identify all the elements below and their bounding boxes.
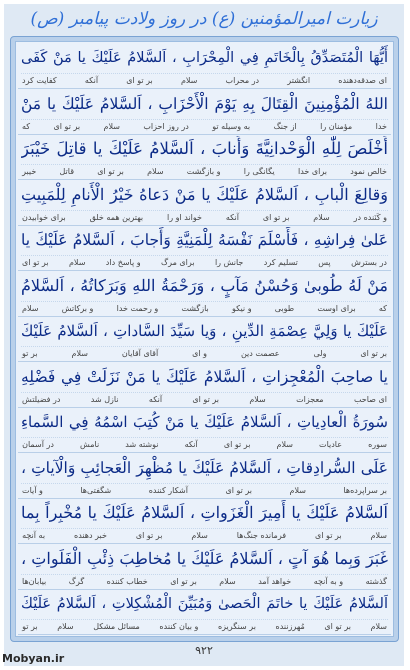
verse-container [15, 41, 394, 637]
translation-word: گرگ [68, 576, 85, 586]
translation-word: بر تو ای [225, 485, 253, 495]
verse-row [18, 499, 391, 544]
translation-word: و به آنچه [313, 576, 344, 586]
translation-word: سلام [289, 485, 306, 495]
translation-word: بر سنگریزه [217, 622, 256, 631]
translation-word: آشکار کننده [148, 485, 188, 495]
translation-word: بر تو [22, 622, 38, 631]
translation-word: مُهرزننده [275, 622, 305, 631]
arabic-verse-text: عَلَيْكَ يا وَلِيَّ عِصْمَةِ الدِّينِ ، وَيا سَيِّدَ السَّاداتِ ، اَلسَّلامُ عَلَيْكَ [21, 322, 388, 340]
arabic-verse-text: اَلسَّلامُ عَلَيْكَ يا خاتَمَ الْحَصىٰ وَمُبَيِّنَ الْمُشْكِلاتِ ، اَلسَّلامُ عَلَيْكَ [21, 596, 388, 612]
translation-word: خواند او را [167, 212, 202, 222]
translation-word: خالص نمود [350, 167, 387, 176]
text-frame [10, 36, 399, 642]
translation-word: برای اوست [317, 303, 356, 313]
translation-word: تسلیم کرد [263, 258, 298, 267]
translation-word: بر تو ای [135, 531, 163, 540]
translation-word: سلام [71, 349, 88, 358]
translation-word: برای مرگ [161, 258, 195, 267]
verse-row [18, 590, 391, 635]
translation-word: در بسترش [351, 258, 387, 267]
translation-word: خطاب کننده [106, 576, 148, 586]
translation-word: و پاسخ داد [105, 258, 141, 267]
translation-word: نامش [80, 440, 100, 449]
translation-word: و برکاتش [61, 303, 94, 313]
verse-row [18, 408, 391, 453]
translation-word: به آنچه [22, 531, 46, 540]
translation-word: سلام [219, 576, 236, 586]
translation-word: سلام [249, 394, 266, 404]
translation-word: بر تو ای [170, 576, 197, 586]
translation-word: سلام [103, 121, 120, 131]
translation-word: فرمانده جنگ‌ها [236, 531, 287, 540]
arabic-verse-text: غَبَرَ وَبِما هُوَ آتٍ ، اَلسَّلامُ عَلَيْكَ يا مُخاطِبَ ذِئْبِ الْفَلَواتِ ، [21, 548, 388, 568]
translation-word: خدا [375, 121, 387, 131]
verse-row [18, 272, 391, 317]
persian-translation [21, 164, 388, 178]
translation-word: انگشتر [287, 76, 311, 85]
translation-word: بازگشت [181, 303, 209, 313]
translation-word: بهترین همه خلق [89, 212, 144, 222]
translation-word: خیبر [22, 167, 37, 176]
translation-word: سلام [22, 303, 39, 313]
translation-word: بر تو ای [53, 121, 81, 131]
arabic-verse-text: وَقالِعَ الْبابِ ، اَلسَّلامُ عَلَيْكَ يا مَنْ دَعاهُ خَيْرُ الْأَنامِ لِلْمَبِيتِ [21, 184, 388, 204]
translation-word: طوبی [274, 303, 295, 313]
translation-word: نازل شد [90, 394, 119, 404]
verse-row [18, 363, 391, 408]
translation-word: در محراب [225, 76, 260, 85]
persian-translation [21, 528, 388, 542]
translation-word: مؤمنان را [320, 121, 353, 131]
translation-word: ای صدقه‌دهنده [338, 76, 387, 85]
persian-translation [21, 392, 388, 406]
page [4, 4, 404, 666]
translation-word: در آسمان [22, 440, 54, 449]
translation-word: سلام [180, 76, 198, 85]
translation-word: سلام [276, 440, 293, 449]
translation-word: و بازگشت [186, 167, 221, 176]
translation-word: به وسیله تو [212, 121, 251, 131]
translation-word: بر سراپرده‌ها [343, 485, 387, 495]
arabic-verse-text: عَلىٰ فِراشِهِ ، فَأَسْلَمَ نَفْسَهُ لِلْمَنِيَّةِ وَأَجابَ ، اَلسَّلامُ عَلَيْكَ يا [21, 231, 388, 249]
translation-word: آنکه [225, 212, 239, 222]
translation-word: و کَنَنده در [353, 212, 387, 222]
translation-word: سوره [368, 440, 387, 449]
translation-word: سلام [57, 622, 74, 631]
translation-word: و رحمت خدا [116, 303, 159, 313]
translation-word: از جنگ [273, 121, 297, 131]
translation-word: پس [318, 258, 331, 267]
translation-word: جانش را [214, 258, 244, 267]
translation-word: سلام [191, 531, 208, 540]
translation-word: خبر دهنده [74, 531, 107, 540]
translation-word: آنکه [148, 394, 163, 404]
page-number: ۹۲۲ [195, 644, 213, 657]
site-watermark: Mobyan.ir [2, 652, 65, 665]
translation-word: و نیکو [231, 303, 252, 313]
arabic-verse-text: سُورَةُ الْعادِياتِ ، اَلسَّلامُ عَلَيْكَ يا مَنْ كُتِبَ اسْمُهُ فِي السَّماءِ [21, 413, 388, 431]
translation-word: یگانگی را [243, 167, 275, 176]
translation-word: سلام [313, 212, 330, 222]
verse-row [18, 181, 391, 226]
persian-translation [21, 437, 388, 451]
translation-word: بر تو ای [223, 440, 251, 449]
translation-word: شگفتی‌ها [80, 485, 112, 495]
persian-translation [21, 346, 388, 360]
translation-word: بر تو ای [126, 76, 153, 85]
verse-row [18, 226, 391, 271]
translation-word: معجزات [296, 394, 324, 404]
translation-word: ولی [313, 349, 327, 358]
translation-word: سلام [68, 258, 86, 267]
translation-word: بر تو ای [97, 167, 124, 176]
translation-word: بر تو ای [360, 349, 387, 358]
translation-word: و بیان کننده [159, 622, 199, 631]
persian-translation [21, 301, 388, 315]
translation-word: عصمت دین [240, 349, 280, 358]
translation-word: برای خوابیدن [22, 212, 66, 222]
translation-word: قاتل [59, 167, 75, 176]
translation-word: بر تو [22, 349, 38, 358]
translation-word: آنکه [184, 440, 198, 449]
translation-word: که [22, 121, 31, 131]
persian-translation [21, 483, 388, 497]
translation-word: گذشته [365, 576, 387, 586]
translation-word: در روز احزاب [143, 121, 189, 131]
translation-word: بر تو ای [315, 531, 342, 540]
translation-word: که [378, 303, 387, 313]
persian-translation [21, 119, 388, 133]
page-header-title: زیارت امیرالمؤمنین (ع) در روز ولادت پیامبر (ص) [30, 9, 378, 29]
translation-word: نوشته شد [125, 440, 159, 449]
arabic-verse-text: اللهُ الْمُؤْمِنِينَ الْقِتَالَ بِهِ يَوْمَ الْأَحْزَابِ ، اَلسَّلامُ عَلَيْكَ يا مَنْ [21, 94, 388, 113]
translation-word: سلام [370, 531, 387, 540]
translation-word: بر تو ای [22, 258, 49, 267]
translation-word: بر تو ای [192, 394, 219, 404]
translation-word: و آیات [22, 485, 43, 495]
translation-word: در فضیلتش [22, 394, 61, 404]
verse-row [18, 135, 391, 180]
translation-word: خواهد آمد [258, 576, 292, 586]
translation-word: بر تو ای [324, 622, 351, 631]
verse-row [18, 545, 391, 590]
translation-word: عادیات [319, 440, 343, 449]
arabic-verse-text: يا صاحِبَ الْمُعْجِزاتِ ، اَلسَّلامُ عَلَيْكَ يا مَنْ نَزَلَتْ فِي فَضْلِهِ [21, 367, 388, 386]
verse-row [18, 90, 391, 135]
persian-translation [21, 574, 388, 588]
translation-word: بر تو ای [262, 212, 290, 222]
translation-word: کفایت کرد [22, 76, 57, 85]
verse-row [18, 454, 391, 499]
arabic-verse-text: عَلَى السُّرادِقاتِ ، اَلسَّلامُ عَلَيْكَ يا مُظْهِرَ الْعَجائِبِ وَالْآياتِ ، [21, 458, 388, 477]
persian-translation [21, 210, 388, 224]
translation-word: سلام [370, 622, 387, 631]
arabic-verse-text: اَلسَّلامُ عَلَيْكَ يا أَمِيرَ الْغَزَواتِ ، اَلسَّلامُ عَلَيْكَ يا مُخْبِراً بِما [21, 503, 388, 522]
translation-word: ای صاحب [353, 394, 387, 404]
arabic-verse-text: أَيُّهَا الْمُتَصَدِّقُ بِالْخَاتَمِ فِي الْمِحْرَابِ ، اَلسَّلامُ عَلَيْكَ يا مَنْ كَفَى [21, 50, 388, 66]
translation-word: و ای [192, 349, 208, 358]
verse-row [18, 44, 391, 89]
translation-word: سلام [147, 167, 164, 176]
translation-word: مسائل مشکل [93, 622, 140, 631]
persian-translation [21, 73, 388, 87]
persian-translation [21, 619, 388, 633]
arabic-verse-text: مَنْ لَهُ طُوبىٰ وَحُسْنُ مَآبٍ ، وَرَحْمَةُ اللهِ وَبَرَكاتُهُ ، اَلسَّلامُ [21, 275, 388, 295]
verse-row [18, 317, 391, 362]
translation-word: برای خدا [298, 167, 328, 176]
persian-translation [21, 255, 388, 269]
translation-word: آقای آقایان [121, 349, 159, 358]
arabic-verse-text: أَخْلَصَ لِلّٰهِ الْوَحْدانِيَّةَ وَأَنابَ ، اَلسَّلامُ عَلَيْكَ يا قاتِلَ خَيْبَرَ [21, 139, 388, 158]
translation-word: بیابان‌ها [22, 576, 47, 586]
translation-word: آنکه [84, 76, 99, 85]
